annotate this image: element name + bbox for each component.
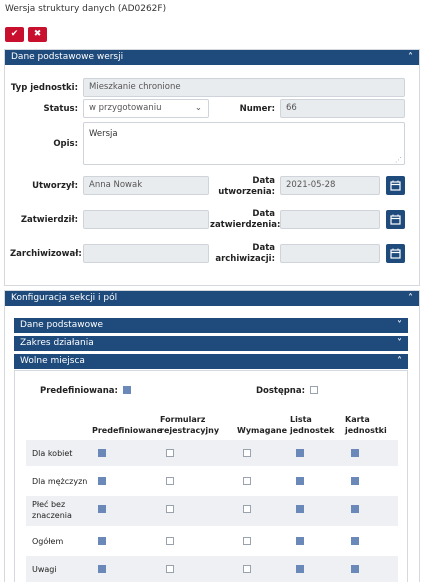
- field-checkbox[interactable]: [166, 565, 174, 573]
- chevron-down-icon: ⌄: [194, 103, 202, 113]
- table-row: [26, 556, 398, 582]
- field-checkbox[interactable]: [166, 537, 174, 545]
- page-title: Wersja struktury danych (AD0262F): [5, 4, 167, 14]
- field-checkbox[interactable]: [351, 565, 359, 573]
- approved-by-field[interactable]: [83, 210, 209, 229]
- field-checkbox[interactable]: [98, 449, 106, 457]
- table-row: [26, 468, 398, 494]
- row-label: Płeć bez znaczenia: [32, 500, 72, 520]
- available-checkbox[interactable]: [310, 386, 318, 394]
- field-checkbox[interactable]: [296, 505, 304, 513]
- field-checkbox[interactable]: [98, 537, 106, 545]
- row-label: Ogółem: [32, 537, 64, 546]
- unit-type-field[interactable]: Mieszkanie chronione: [83, 78, 405, 97]
- archived-date-field[interactable]: [280, 244, 380, 263]
- table-row: [26, 496, 398, 526]
- column-header: Wymagane: [237, 426, 288, 435]
- approved-date-field[interactable]: [280, 210, 380, 229]
- field-checkbox[interactable]: [243, 477, 251, 485]
- row-label: Uwagi: [32, 565, 57, 574]
- checkmark-icon: ✔: [10, 29, 19, 39]
- column-header: Lista jednostek: [290, 415, 335, 435]
- field-checkbox[interactable]: [296, 565, 304, 573]
- field-checkbox[interactable]: [243, 449, 251, 457]
- created-by-field[interactable]: Anna Nowak: [83, 176, 209, 195]
- archived-date-calendar-button[interactable]: [386, 244, 405, 263]
- field-checkbox[interactable]: [166, 477, 174, 485]
- chevron-up-icon: ˄: [408, 293, 413, 304]
- cancel-button[interactable]: [28, 27, 47, 42]
- field-checkbox[interactable]: [166, 505, 174, 513]
- approved-date-calendar-button[interactable]: [386, 210, 405, 229]
- row-label: Dla mężczyzn: [32, 477, 88, 486]
- unit-type-label: Typ jednostki:: [10, 83, 78, 93]
- chevron-down-icon: ˅: [397, 320, 402, 331]
- field-checkbox[interactable]: [296, 477, 304, 485]
- number-field[interactable]: 66: [280, 99, 405, 118]
- predefined-label: Predefiniowana:: [40, 386, 118, 396]
- config-header[interactable]: Konfiguracja sekcji i pól ˄: [5, 291, 419, 306]
- chevron-up-icon: ˄: [408, 52, 413, 63]
- field-checkbox[interactable]: [351, 449, 359, 457]
- chevron-down-icon: ˅: [397, 338, 402, 349]
- field-checkbox[interactable]: [296, 537, 304, 545]
- field-checkbox[interactable]: [351, 477, 359, 485]
- calendar-icon: [386, 210, 405, 229]
- archived-by-label: Zarchiwizował:: [10, 249, 82, 259]
- chevron-up-icon: ˄: [397, 356, 402, 367]
- close-icon: ✖: [33, 29, 42, 39]
- created-by-label: Utworzył:: [32, 181, 78, 191]
- description-label: Opis:: [53, 139, 78, 149]
- archived-by-field[interactable]: [83, 244, 209, 263]
- description-textarea[interactable]: Wersja ⋰: [83, 122, 405, 165]
- created-date-label: Data utworzenia:: [218, 176, 275, 197]
- column-header: Formularz rejestracyjny: [160, 415, 220, 435]
- field-checkbox[interactable]: [243, 505, 251, 513]
- approved-by-label: Zatwierdził:: [20, 215, 78, 225]
- section-free-places[interactable]: Wolne miejsca ˄: [14, 354, 408, 369]
- available-label: Dostępna:: [255, 386, 305, 396]
- predefined-checkbox[interactable]: [123, 386, 131, 394]
- column-header: Karta jednostki: [345, 415, 387, 435]
- column-header: Predefiniowane: [92, 426, 163, 435]
- table-row: [26, 440, 398, 466]
- field-checkbox[interactable]: [98, 505, 106, 513]
- basic-data-header[interactable]: Dane podstawowe wersji ˄: [5, 50, 419, 65]
- field-checkbox[interactable]: [296, 449, 304, 457]
- section-scope[interactable]: Zakres działania ˅: [14, 336, 408, 351]
- field-checkbox[interactable]: [98, 477, 106, 485]
- field-checkbox[interactable]: [98, 565, 106, 573]
- field-checkbox[interactable]: [166, 449, 174, 457]
- status-select[interactable]: w przygotowaniu ⌄: [83, 99, 209, 118]
- number-label: Numer:: [239, 104, 275, 114]
- resize-handle-icon: ⋰: [395, 156, 402, 164]
- field-checkbox[interactable]: [243, 537, 251, 545]
- table-row: [26, 528, 398, 554]
- approved-date-label: Data zatwierdzenia:: [210, 209, 281, 230]
- archived-date-label: Data archiwizacji:: [215, 243, 275, 264]
- created-date-calendar-button[interactable]: [386, 176, 405, 195]
- confirm-button[interactable]: [5, 27, 24, 42]
- field-checkbox[interactable]: [351, 537, 359, 545]
- section-basic-data[interactable]: Dane podstawowe ˅: [14, 318, 408, 333]
- calendar-icon: [386, 176, 405, 195]
- status-label: Status:: [43, 104, 78, 114]
- created-date-field[interactable]: 2021-05-28: [280, 176, 380, 195]
- row-label: Dla kobiet: [32, 449, 73, 458]
- calendar-icon: [386, 244, 405, 263]
- field-checkbox[interactable]: [243, 565, 251, 573]
- field-checkbox[interactable]: [351, 505, 359, 513]
